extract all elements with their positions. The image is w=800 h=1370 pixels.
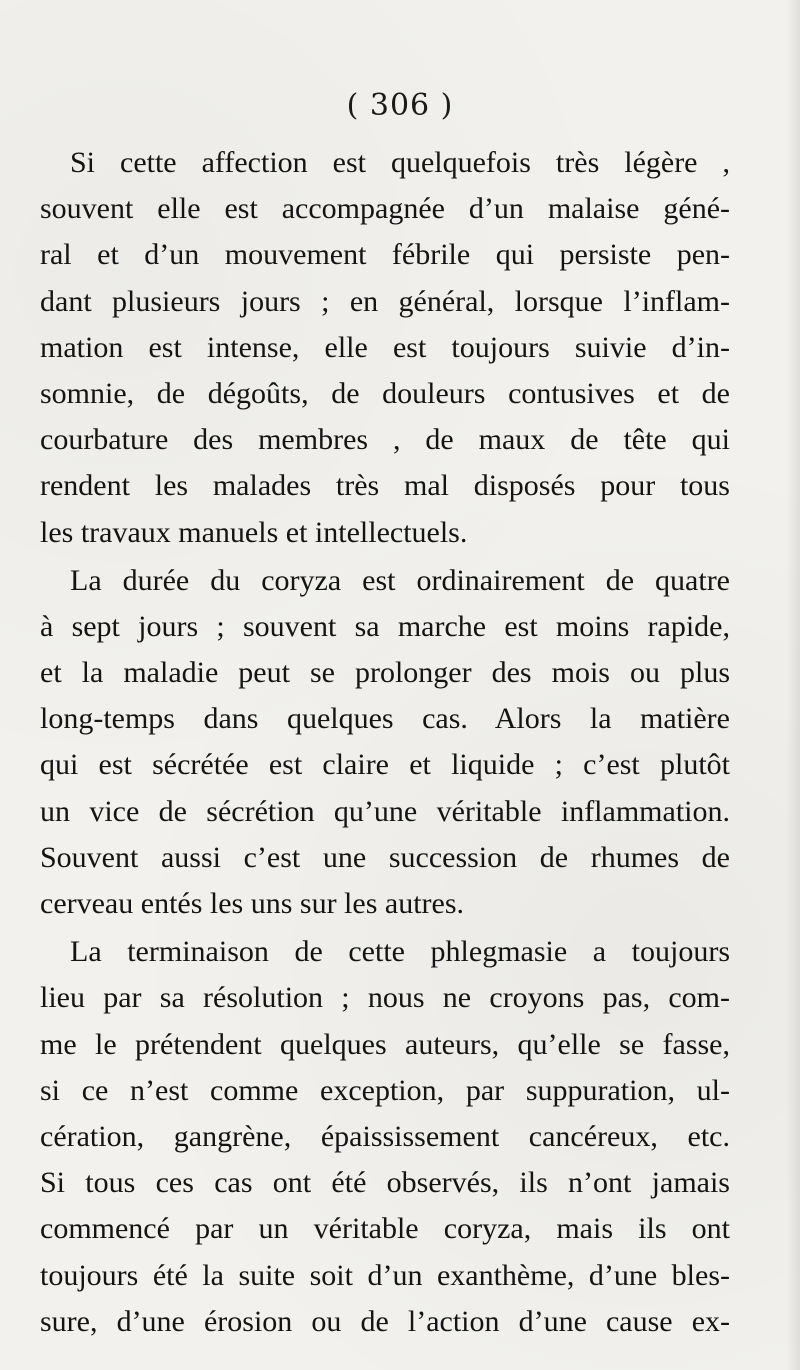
text-line: La durée du coryza est ordinairement de quatre [70,563,730,597]
text-line: somnie, de dégoûts, de douleurs contusives et de [40,376,730,410]
paragraph-1 [40,140,730,556]
text-line: commencé par un véritable coryza, mais ils ont [40,1212,730,1246]
text-line: si ce n’est comme exception, par suppuration, ul- [40,1073,730,1107]
text-line: rendent les malades très mal disposés pour tous [40,469,730,503]
text-line: Souvent aussi c’est une succession de rhumes de [40,840,730,874]
text-line: courbature des membres , de maux de tête qui [40,423,730,457]
text-line: Si tous ces cas ont été observés, ils n’ont jamais [40,1166,730,1200]
text-line: toujours été la suite soit d’un exanthème, d’une bles- [40,1258,730,1292]
text-line: les travaux manuels et intellectuels. [40,515,468,549]
text-line: cération, gangrène, épaississement cancéreux, etc. [40,1119,730,1153]
text-line: dant plusieurs jours ; en général, lorsque l’inflam- [40,284,730,318]
paragraph-3 [40,929,730,1345]
text-line: me le prétendent quelques auteurs, qu’elle se fasse, [40,1027,730,1061]
text-line: à sept jours ; souvent sa marche est moins rapide, [40,609,730,643]
body-text [40,140,730,1345]
text-line: sure, d’une érosion ou de l’action d’une cause ex- [40,1304,730,1338]
text-line: ral et d’un mouvement fébrile qui persiste pen- [40,238,730,272]
text-line: lieu par sa résolution ; nous ne croyons pas, com- [40,981,730,1015]
text-line: Si cette affection est quelquefois très légère , [70,146,730,179]
text-line: mation est intense, elle est toujours suivie d’in- [40,330,730,364]
text-line: un vice de sécrétion qu’une véritable inflammation. [40,794,730,828]
page-number: ( 306 ) [346,88,454,123]
text-line: La terminaison de cette phlegmasie a toujours [70,935,730,969]
text-line: cerveau entés les uns sur les autres. [40,887,465,920]
text-line: qui est sécrétée est claire et liquide ; c’est plutôt [40,748,730,782]
text-line: long-temps dans quelques cas. Alors la matière [40,702,730,736]
paragraph-2 [40,558,730,928]
page-edge-shadow [786,0,800,1370]
text-line: et la maladie peut se prolonger des mois ou plus [40,656,730,690]
text-line: souvent elle est accompagnée d’un malaise géné- [40,192,730,226]
